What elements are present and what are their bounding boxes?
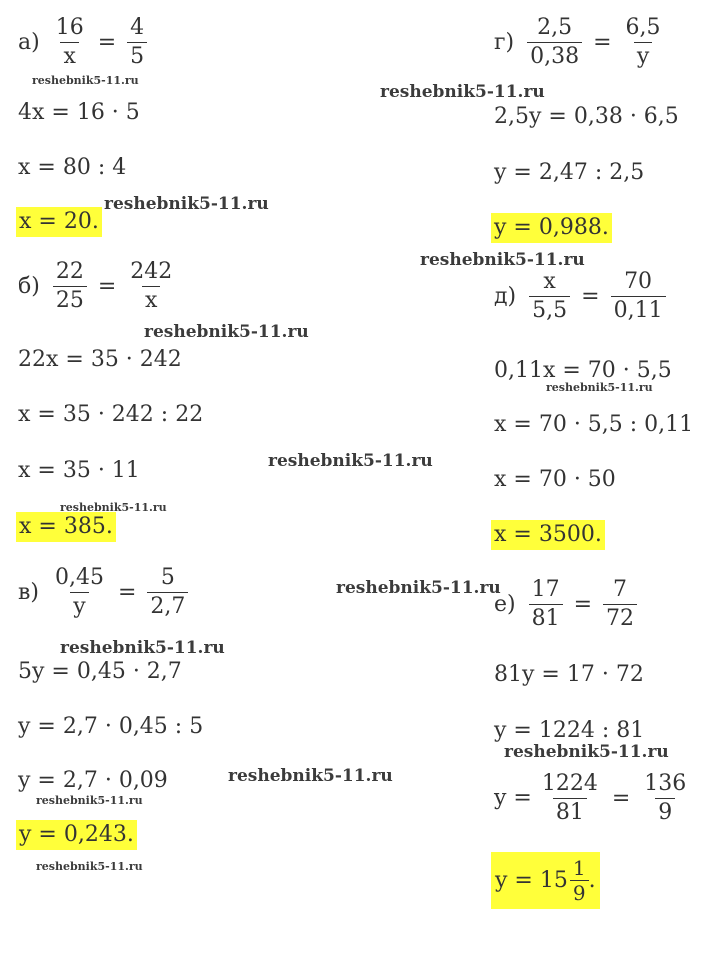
watermark: reshebnik5-11.ru [32,74,139,87]
problem-a-fraction-right: $\frac{4}{5}$ [127,14,147,71]
problem-b-header: б) $\frac{22}{25}$ = $\frac{242}{x}$ [18,258,175,315]
watermark: reshebnik5-11.ru [60,501,167,514]
problem-e-answer: y = 15 $\frac{1}{9}$ . [491,852,600,909]
watermark: reshebnik5-11.ru [420,250,585,270]
problem-g-line-2: y = 2,47 : 2,5 [494,160,645,185]
watermark: reshebnik5-11.ru [228,766,393,786]
watermark: reshebnik5-11.ru [504,742,669,762]
problem-e-line-2: y = 1224 : 81 [494,718,645,743]
watermark: reshebnik5-11.ru [268,451,433,471]
problem-d-answer: x = 3500. [491,520,605,550]
problem-g-label: г) [494,29,515,55]
problem-g-fraction-right: $\frac{6,5}{y}$ [625,15,661,69]
problem-d-fraction-left: $\frac{x}{5,5}$ [529,268,570,325]
problem-e-fraction-left: $\frac{17}{81}$ [529,576,563,633]
problem-e-line-1: 81y = 17 · 72 [494,662,644,687]
watermark: reshebnik5-11.ru [546,381,653,394]
problem-g-fraction-left: $\frac{2,5}{0,38}$ [527,14,582,71]
problem-e-line-3: y = $\frac{1224}{81}$ = $\frac{136}{9}$ [494,770,689,827]
watermark: reshebnik5-11.ru [380,82,545,102]
problem-v-fraction-left: $\frac{0,45}{y}$ [54,565,104,619]
problem-v-line-1: 5y = 0,45 · 2,7 [18,659,182,684]
watermark: reshebnik5-11.ru [36,794,143,807]
problem-a-answer: x = 20. [16,207,102,237]
problem-e-header: е) $\frac{17}{81}$ = $\frac{7}{72}$ [494,576,637,633]
problem-b-line-3: x = 35 · 11 [18,458,140,483]
problem-d-header: д) $\frac{x}{5,5}$ = $\frac{70}{0,11}$ [494,268,666,325]
problem-e-answer-fraction: $\frac{1}{9}$ [570,856,589,905]
problem-g-header: г) $\frac{2,5}{0,38}$ = $\frac{6,5}{y}$ [494,14,664,71]
problem-a-fraction-left: $\frac{16}{x}$ [55,15,84,69]
watermark: reshebnik5-11.ru [36,860,143,873]
problem-d-label: д) [494,283,517,309]
problem-b-fraction-right: $\frac{242}{x}$ [130,259,173,313]
problem-d-line-2: x = 70 · 5,5 : 0,11 [494,412,694,437]
problem-b-line-2: x = 35 · 242 : 22 [18,402,204,427]
problem-v-fraction-right: $\frac{5}{2,7}$ [147,564,188,621]
problem-v-answer: y = 0,243. [16,820,137,850]
problem-e-line-fraction-2: $\frac{136}{9}$ [644,771,687,825]
problem-e-fraction-right: $\frac{7}{72}$ [603,576,637,633]
problem-b-fraction-left: $\frac{22}{25}$ [53,258,87,315]
problem-b-line-1: 22x = 35 · 242 [18,347,182,372]
problem-v-header: в) $\frac{0,45}{y}$ = $\frac{5}{2,7}$ [18,564,188,621]
watermark: reshebnik5-11.ru [60,638,225,658]
problem-g-line-1: 2,5y = 0,38 · 6,5 [494,104,679,129]
problem-e-label: е) [494,591,516,617]
problem-g-answer: y = 0,988. [491,213,612,243]
problem-a-label: а) [18,29,40,55]
problem-d-fraction-right: $\frac{70}{0,11}$ [611,268,666,325]
problem-v-line-3: y = 2,7 · 0,09 [18,768,168,793]
problem-a-line-1: 4x = 16 · 5 [18,100,140,125]
problem-d-line-1: 0,11x = 70 · 5,5 [494,358,672,383]
watermark: reshebnik5-11.ru [144,322,309,342]
problem-a-line-2: x = 80 : 4 [18,155,127,180]
problem-e-line-fraction-1: $\frac{1224}{81}$ [541,771,598,825]
watermark: reshebnik5-11.ru [104,194,269,214]
problem-v-label: в) [18,579,39,605]
problem-b-label: б) [18,273,40,299]
problem-d-line-3: x = 70 · 50 [494,467,616,492]
problem-v-line-2: y = 2,7 · 0,45 : 5 [18,714,204,739]
problem-b-answer: x = 385. [16,512,116,542]
problem-a-header: а) $\frac{16}{x}$ = $\frac{4}{5}$ [18,14,147,71]
watermark: reshebnik5-11.ru [336,578,501,598]
